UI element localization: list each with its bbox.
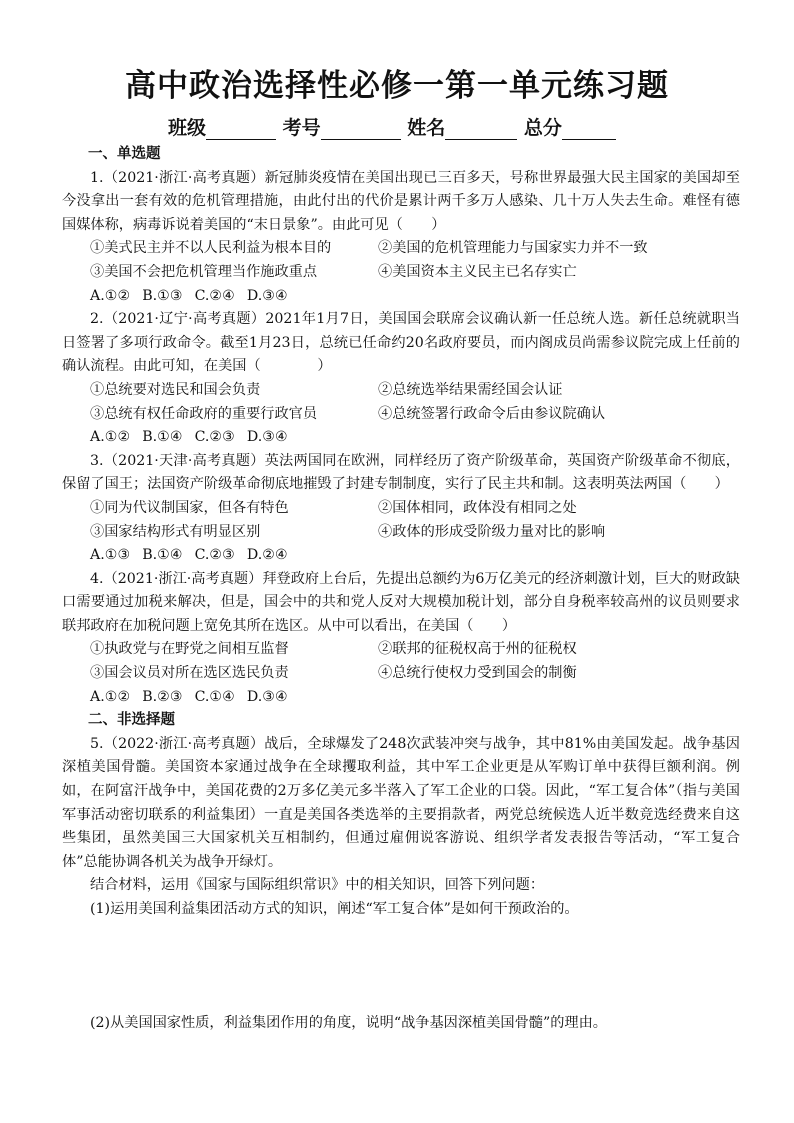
question-5-prompt: 结合材料，运用《国家与国际组织常识》中的相关知识，回答下列问题： — [90, 877, 545, 894]
student-info-line — [168, 113, 616, 140]
question-4-options-row-2 — [62, 662, 740, 686]
question-1-options-row-2 — [62, 261, 740, 285]
option: ①执政党与在野党之间相互监督 — [90, 641, 289, 658]
answer-choice: B.①④ — [142, 547, 183, 564]
option: ④美国资本主义民主已名存实亡 — [378, 263, 577, 280]
questions-body — [62, 143, 740, 1035]
option: ④总统签署行政命令后由参议院确认 — [378, 405, 606, 422]
option: ④总统行使权力受到国会的制衡 — [378, 665, 577, 682]
option: ②联邦的征税权高于州的征税权 — [378, 641, 577, 658]
name-label: 姓名 — [407, 117, 446, 139]
answer-choice: C.①④ — [194, 688, 235, 705]
name-blank — [445, 119, 517, 140]
question-5-subquestion-2: (2)从美国国家性质，利益集团作用的角度，说明“战争基因深植美国骨髓”的理由。 — [90, 1014, 607, 1031]
answer-choice: D.③④ — [246, 429, 288, 446]
answer-choice: C.②③ — [194, 429, 235, 446]
option: ①美式民主并不以人民利益为根本目的 — [90, 240, 332, 257]
question-5-material: 5.（2022·浙江·高考真题）战后，全球爆发了248次武装冲突与战争，其中81%由美国发起。战争基因深植美国骨髓。美国资本家通过战争在全球攫取利益，其中军工企业更是从军购订单中获得巨额利润。例如，在阿富汗战争中，美国花费的2万多亿美元多半落入了军工企业的口袋。因此，“军工复合体”（指与美国军事活动密切联系的利益集团）一直是美国各类选举的主要捐款者，两党总统候选人近半数竞选经费来自这些集团，虽然美国三大国家机关互相制约，但通过雇佣说客游说、组织学者发表报告等活动，“军工复合体”总能协调各机关为战争开绿灯。 — [62, 735, 740, 870]
answer-choice: A.①③ — [90, 547, 131, 564]
question-2-answers — [62, 426, 740, 450]
option: ①同为代议制国家，但各有特色 — [90, 499, 289, 516]
question-1-options-row-1 — [62, 237, 740, 261]
answer-choice: D.③④ — [246, 287, 288, 304]
question-1-answers — [62, 285, 740, 309]
question-5-subquestion-1: (1)运用美国利益集团活动方式的知识，阐述“军工复合体”是如何干预政治的。 — [90, 901, 579, 917]
section-heading-non-choice: 二、非选择题 — [88, 712, 175, 729]
option: ②总统选举结果需经国会认证 — [378, 381, 563, 398]
answer-choice: A.①② — [90, 287, 131, 304]
question-2-options-row-2 — [62, 403, 740, 427]
answer-choice: B.②③ — [142, 688, 183, 705]
question-3-options-row-1 — [62, 497, 740, 521]
question-3-stem: 3.（2021·天津·高考真题）英法两国同在欧洲，同样经历了资产阶级革命，英国资产阶级革命不彻底，保留了国王；法国资产阶级革命彻底地摧毁了封建专制制度，实行了民主共和制。这表明英法两国（ ） — [62, 452, 740, 493]
answer-choice: A.①② — [90, 429, 131, 446]
answer-choice: C.②③ — [194, 547, 235, 564]
answer-choice: A.①② — [90, 688, 131, 705]
answer-choice: C.②④ — [194, 287, 235, 304]
score-blank — [562, 119, 616, 140]
section-heading-single-choice: 一、单选题 — [88, 146, 161, 162]
question-3-answers — [62, 544, 740, 568]
answer-choice: B.①③ — [142, 287, 183, 304]
question-4-stem: 4.（2021·浙江·高考真题）拜登政府上台后，先提出总额约为6万亿美元的经济刺激计划，巨大的财政缺口需要通过加税来解决，但是，国会中的共和党人反对大规模加税计划，部分自身税率较高州的议员则要求联邦政府在加税问题上宽免其所在选区。从中可以看出，在美国（ ） — [62, 570, 740, 634]
option: ③国家结构形式有明显区别 — [90, 523, 261, 540]
question-2-options-row-1 — [62, 379, 740, 403]
question-4-options-row-1 — [62, 638, 740, 662]
question-3-options-row-2 — [62, 521, 740, 545]
option: ③总统有权任命政府的重要行政官员 — [90, 405, 318, 422]
question-1-stem: 1.（2021·浙江·高考真题）新冠肺炎疫情在美国出现已三百多天，号称世界最强大民主国家的美国却至今没拿出一套有效的危机管理措施，由此付出的代价是累计两千多万人感染、几十万人失去生命。难怪有德国媒体称，病毒诉说着美国的“末日景象”。由此可见（ ） — [62, 169, 740, 233]
option: ④政体的形成受阶级力量对比的影响 — [378, 523, 606, 540]
option: ②美国的危机管理能力与国家实力并不一致 — [378, 240, 648, 257]
score-label: 总分 — [523, 117, 562, 139]
answer-space-1 — [62, 922, 740, 1012]
page-title: 高中政治选择性必修一第一单元练习题 — [125, 68, 669, 104]
option: ②国体相同，政体没有相同之处 — [378, 499, 577, 516]
class-label: 班级 — [168, 117, 207, 139]
answer-choice: D.②④ — [246, 547, 288, 564]
option: ③美国不会把危机管理当作施政重点 — [90, 263, 318, 280]
exam-number-label: 考号 — [282, 117, 321, 139]
question-2-stem: 2.（2021·辽宁·高考真题）2021年1月7日，美国国会联席会议确认新一任总统人选。新任总统就职当日签署了多项行政命令。截至1月23日，总统已任命约20名政府要员，而内阁成员尚需参议院完成上任前的确认流程。由此可知，在美国（ ） — [62, 311, 740, 375]
option: ①总统要对选民和国会负责 — [90, 381, 261, 398]
answer-choice: D.③④ — [246, 688, 288, 705]
question-4-answers — [62, 686, 740, 710]
exam-number-blank — [321, 119, 401, 140]
class-blank — [206, 119, 276, 140]
option: ③国会议员对所在选区选民负责 — [90, 665, 289, 682]
answer-choice: B.①④ — [142, 429, 183, 446]
